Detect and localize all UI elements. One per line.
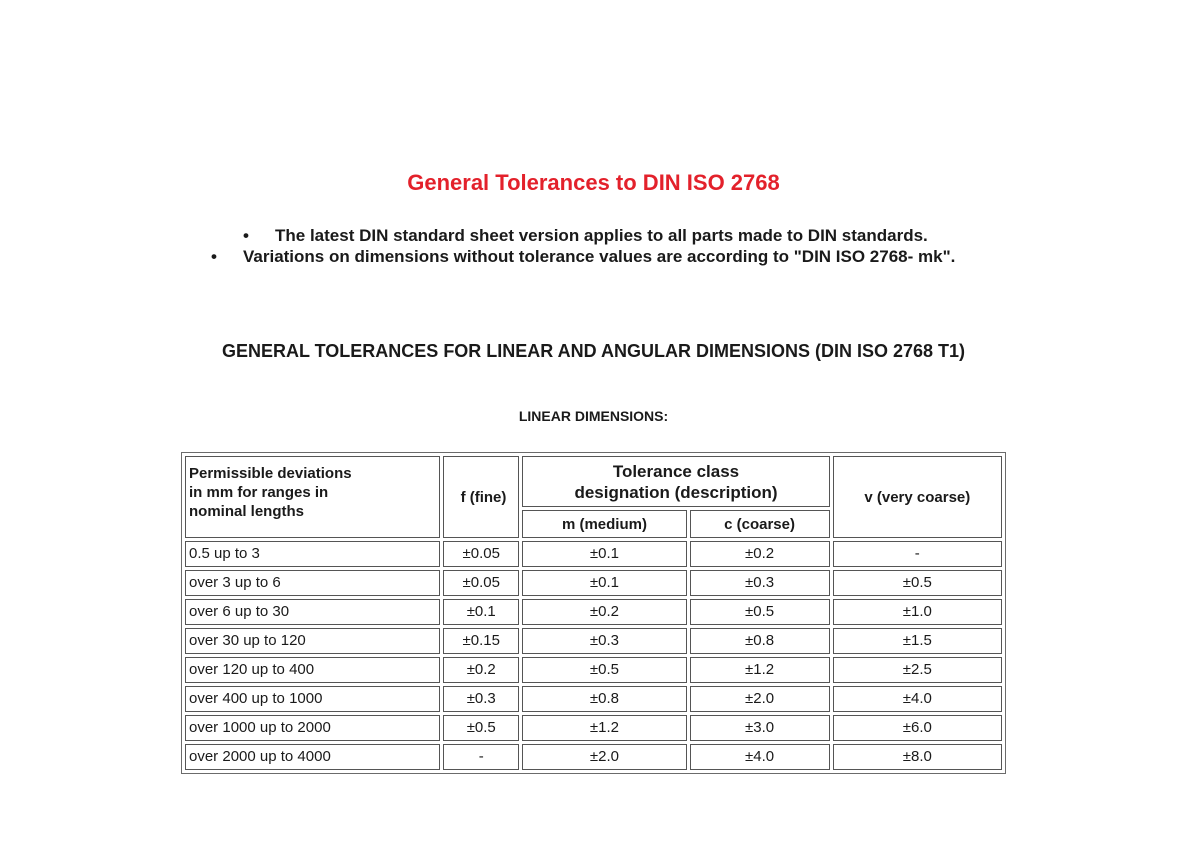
medium-cell: ±1.2 [522, 715, 686, 741]
range-cell: over 400 up to 1000 [185, 686, 440, 712]
range-cell: over 2000 up to 4000 [185, 744, 440, 770]
header-range-line: in mm for ranges in [189, 484, 329, 501]
bullet-item [211, 247, 955, 267]
coarse-cell: ±1.2 [690, 657, 830, 683]
medium-cell: ±0.1 [522, 570, 686, 596]
range-cell: over 3 up to 6 [185, 570, 440, 596]
bullet-icon: • [211, 247, 217, 266]
range-cell: over 120 up to 400 [185, 657, 440, 683]
medium-cell: ±0.3 [522, 628, 686, 654]
range-cell: over 6 up to 30 [185, 599, 440, 625]
bullet-text: Variations on dimensions without tolerance values are according to "DIN ISO 2768- mk". [243, 247, 956, 266]
header-range-cell [185, 456, 440, 538]
tolerance-table [181, 452, 1006, 774]
bullet-item [243, 226, 928, 246]
header-medium: m (medium) [522, 510, 686, 538]
very-coarse-cell: - [833, 541, 1002, 567]
coarse-cell: ±3.0 [690, 715, 830, 741]
range-cell: over 1000 up to 2000 [185, 715, 440, 741]
page-title: General Tolerances to DIN ISO 2768 [407, 170, 780, 195]
fine-cell: ±0.15 [443, 628, 519, 654]
range-cell: over 30 up to 120 [185, 628, 440, 654]
coarse-cell: ±4.0 [690, 744, 830, 770]
fine-cell: - [443, 744, 519, 770]
table-row [185, 628, 1002, 654]
coarse-cell: ±0.2 [690, 541, 830, 567]
very-coarse-cell: ±4.0 [833, 686, 1002, 712]
medium-cell: ±2.0 [522, 744, 686, 770]
header-group-line: Tolerance class [612, 461, 740, 481]
table-row [185, 541, 1002, 567]
medium-cell: ±0.8 [522, 686, 686, 712]
table-row [185, 715, 1002, 741]
header-fine: f (fine) [443, 456, 519, 538]
header-range-line: Permissible deviations [189, 465, 352, 482]
medium-cell: ±0.2 [522, 599, 686, 625]
coarse-cell: ±0.5 [690, 599, 830, 625]
very-coarse-cell: ±1.0 [833, 599, 1002, 625]
coarse-cell: ±0.8 [690, 628, 830, 654]
sub-heading: LINEAR DIMENSIONS: [518, 408, 669, 424]
table-row [185, 570, 1002, 596]
fine-cell: ±0.1 [443, 599, 519, 625]
header-group-line: designation (description) [574, 482, 778, 502]
very-coarse-cell: ±6.0 [833, 715, 1002, 741]
range-cell: 0.5 up to 3 [185, 541, 440, 567]
table-row [185, 686, 1002, 712]
header-range-line: nominal lengths [189, 503, 305, 520]
bullet-icon: • [243, 226, 249, 245]
medium-cell: ±0.5 [522, 657, 686, 683]
fine-cell: ±0.3 [443, 686, 519, 712]
very-coarse-cell: ±1.5 [833, 628, 1002, 654]
header-tolerance-class [522, 456, 829, 507]
very-coarse-cell: ±0.5 [833, 570, 1002, 596]
fine-cell: ±0.05 [443, 570, 519, 596]
header-very-coarse: v (very coarse) [833, 456, 1002, 538]
table-header-row [185, 456, 1002, 507]
very-coarse-cell: ±2.5 [833, 657, 1002, 683]
table-row [185, 657, 1002, 683]
fine-cell: ±0.2 [443, 657, 519, 683]
table-row [185, 744, 1002, 770]
fine-cell: ±0.5 [443, 715, 519, 741]
coarse-cell: ±0.3 [690, 570, 830, 596]
coarse-cell: ±2.0 [690, 686, 830, 712]
bullet-text: The latest DIN standard sheet version applies to all parts made to DIN standards. [275, 226, 928, 245]
table-row [185, 599, 1002, 625]
medium-cell: ±0.1 [522, 541, 686, 567]
fine-cell: ±0.05 [443, 541, 519, 567]
very-coarse-cell: ±8.0 [833, 744, 1002, 770]
header-coarse: c (coarse) [690, 510, 830, 538]
section-heading: GENERAL TOLERANCES FOR LINEAR AND ANGULAR DIMENSIONS (DIN ISO 2768 T1) [221, 341, 966, 361]
